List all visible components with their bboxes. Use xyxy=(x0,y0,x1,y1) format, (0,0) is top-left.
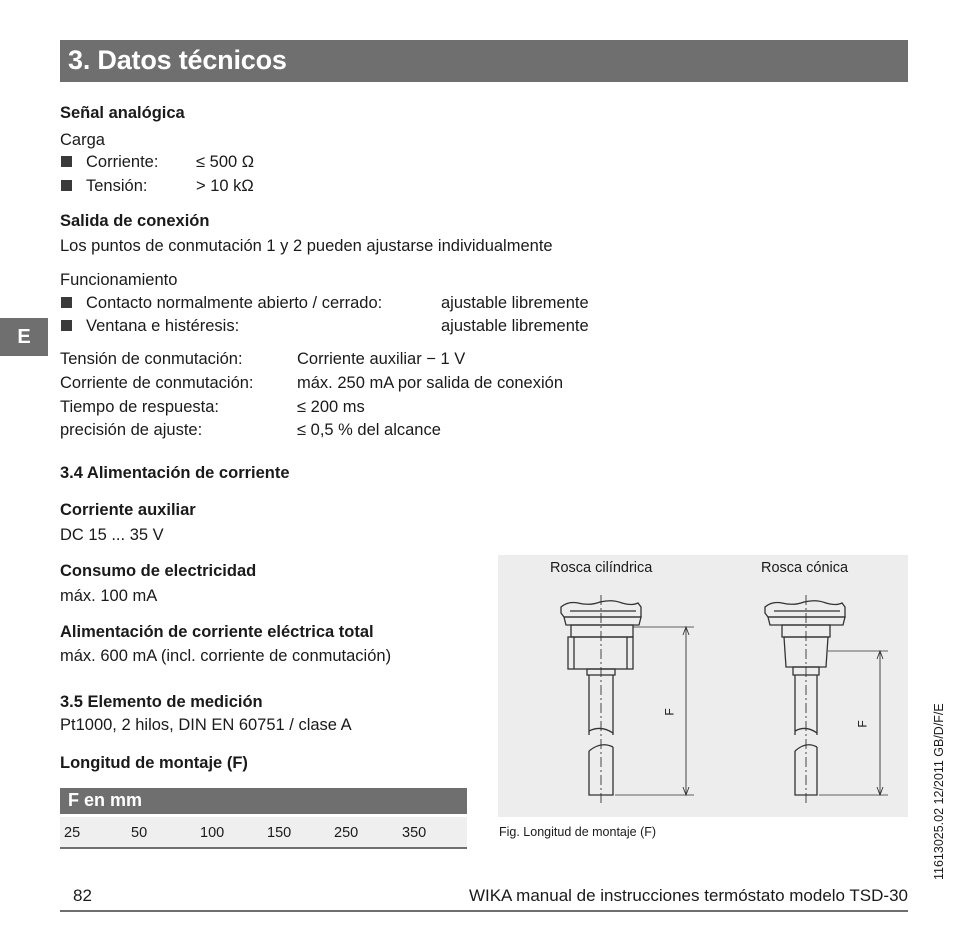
f-table-cell: 150 xyxy=(267,825,292,841)
bullet-icon xyxy=(61,180,72,191)
section-3-5-value: Pt1000, 2 hilos, DIN EN 60751 / clase A xyxy=(60,716,352,734)
funcionamiento-label: Funcionamiento xyxy=(60,271,178,289)
bullet-icon xyxy=(61,320,72,331)
contacto-value: ajustable libremente xyxy=(441,294,589,312)
tension-label: Tensión: xyxy=(86,177,148,195)
section-3-4-heading: 3.4 Alimentación de corriente xyxy=(60,464,290,482)
consumo-value: máx. 100 mA xyxy=(60,587,158,605)
alim-total-heading: Alimentación de corriente eléctrica total xyxy=(60,623,374,641)
f-table-cell: 350 xyxy=(402,825,427,841)
longitud-heading: Longitud de montaje (F) xyxy=(60,754,248,772)
f-table-cell: 50 xyxy=(131,825,148,841)
dimension-label-f: F xyxy=(855,720,870,728)
f-table-header xyxy=(60,788,467,814)
aux-value: DC 15 ... 35 V xyxy=(60,526,164,544)
spec-value: máx. 250 mA por salida de conexión xyxy=(297,374,563,392)
analog-heading: Señal analógica xyxy=(60,104,185,122)
contacto-label: Contacto normalmente abierto / cerrado: xyxy=(86,294,383,312)
figure-label-cylindrical: Rosca cilíndrica xyxy=(550,560,653,576)
aux-heading: Corriente auxiliar xyxy=(60,501,196,519)
f-table-cell: 25 xyxy=(64,825,81,841)
section-3-5-heading: 3.5 Elemento de medición xyxy=(60,693,263,711)
bullet-icon xyxy=(61,297,72,308)
bullet-icon xyxy=(61,156,72,167)
tension-value: > 10 kΩ xyxy=(196,177,254,195)
spec-label: Tiempo de respuesta: xyxy=(60,398,219,416)
spec-label: Tensión de conmutación: xyxy=(60,350,243,368)
f-table-cell: 100 xyxy=(200,825,225,841)
dimension-label-f: F xyxy=(662,708,677,716)
footer-divider xyxy=(60,910,908,912)
spec-label: precisión de ajuste: xyxy=(60,421,203,439)
mounting-length-figure xyxy=(498,555,908,817)
figure-caption: Fig. Longitud de montaje (F) xyxy=(499,825,657,839)
alim-total-value: máx. 600 mA (incl. corriente de conmutación) xyxy=(60,647,392,665)
section-title-bar xyxy=(60,40,908,82)
figure-label-conical: Rosca cónica xyxy=(761,560,849,576)
thermostat-drawing xyxy=(498,555,908,817)
spec-value: Corriente auxiliar − 1 V xyxy=(297,350,466,368)
language-tab: E xyxy=(0,318,48,356)
ventana-label: Ventana e histéresis: xyxy=(86,317,240,335)
f-table-cell: 250 xyxy=(334,825,359,841)
footer-text: WIKA manual de instrucciones termóstato modelo TSD-30 xyxy=(468,886,908,905)
ventana-value: ajustable libremente xyxy=(441,317,589,335)
document-code: 11613025.02 12/2011 GB/D/F/E xyxy=(932,703,946,880)
f-table-header-label: F en mm xyxy=(68,790,143,810)
f-table-row xyxy=(60,817,467,849)
spec-value: ≤ 0,5 % del alcance xyxy=(297,421,441,439)
corriente-value: ≤ 500 Ω xyxy=(196,153,255,171)
carga-label: Carga xyxy=(60,131,105,149)
salida-text: Los puntos de conmutación 1 y 2 pueden ajustarse individualmente xyxy=(60,237,553,255)
corriente-label: Corriente: xyxy=(86,153,159,171)
salida-heading: Salida de conexión xyxy=(60,212,210,230)
consumo-heading: Consumo de electricidad xyxy=(60,562,257,580)
spec-label: Corriente de conmutación: xyxy=(60,374,254,392)
page-number: 82 xyxy=(73,886,92,905)
spec-value: ≤ 200 ms xyxy=(297,398,365,416)
page-title: 3. Datos técnicos xyxy=(68,45,287,75)
